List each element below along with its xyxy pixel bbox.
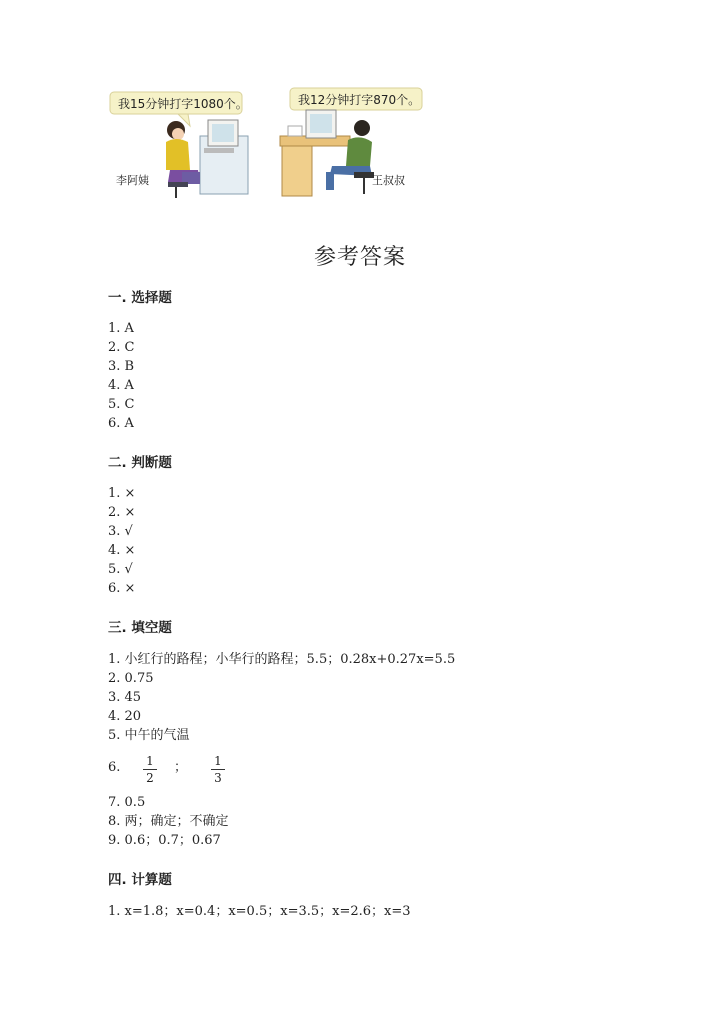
right-desk-scene xyxy=(280,110,374,196)
fill-item-6-label: 6. xyxy=(108,760,121,775)
separator: ； xyxy=(174,760,188,775)
list-item: 5. C xyxy=(108,397,135,412)
list-item: 2. × xyxy=(108,505,136,520)
list-item: 4. × xyxy=(108,543,136,558)
fraction-denominator: 3 xyxy=(214,771,222,785)
list-item: 1. x=1.8；x=0.4；x=0.5；x=3.5；x=2.6；x=3 xyxy=(108,904,411,919)
page-title: 参考答案 xyxy=(313,245,406,270)
fraction-bar xyxy=(211,769,225,770)
list-item: 7. 0.5 xyxy=(108,795,146,810)
list-item: 6. × xyxy=(108,581,136,596)
right-bubble-text: 我12分钟打字870个。 xyxy=(298,93,421,107)
fraction-bar xyxy=(143,769,157,770)
section-heading-choice: 一. 选择题 xyxy=(108,290,172,306)
list-item: 3. B xyxy=(108,359,135,374)
left-bubble-text: 我15分钟打字1080个。 xyxy=(118,97,248,111)
list-item: 5. 中午的气温 xyxy=(108,728,190,743)
list-item: 5. √ xyxy=(108,562,133,577)
list-item: 9. 0.6；0.7；0.67 xyxy=(108,833,221,848)
list-item: 3. √ xyxy=(108,524,133,539)
fraction-one-third xyxy=(211,754,225,785)
section-heading-fill: 三. 填空题 xyxy=(108,620,172,636)
list-item: 1. A xyxy=(108,321,134,336)
list-item: 6. A xyxy=(108,416,134,431)
list-item: 1. × xyxy=(108,486,136,501)
list-item: 4. A xyxy=(108,378,134,393)
list-item: 2. 0.75 xyxy=(108,671,154,686)
section-heading-calc: 四. 计算题 xyxy=(108,872,172,888)
fraction-one-half xyxy=(143,754,157,785)
list-item: 4. 20 xyxy=(108,709,142,724)
right-name: 王叔叔 xyxy=(372,174,405,187)
left-name: 李阿姨 xyxy=(116,174,149,187)
fraction-numerator: 1 xyxy=(146,754,154,768)
typing-illustration xyxy=(108,86,428,204)
fraction-denominator: 2 xyxy=(146,771,154,785)
list-item: 1. 小红行的路程；小华行的路程；5.5；0.28x+0.27x=5.5 xyxy=(108,652,456,667)
section-heading-judge: 二. 判断题 xyxy=(108,455,172,471)
left-desk-scene xyxy=(166,120,248,198)
list-item: 8. 两；确定；不确定 xyxy=(108,814,229,829)
list-item: 3. 45 xyxy=(108,690,142,705)
list-item: 2. C xyxy=(108,340,135,355)
fraction-numerator: 1 xyxy=(214,754,222,768)
